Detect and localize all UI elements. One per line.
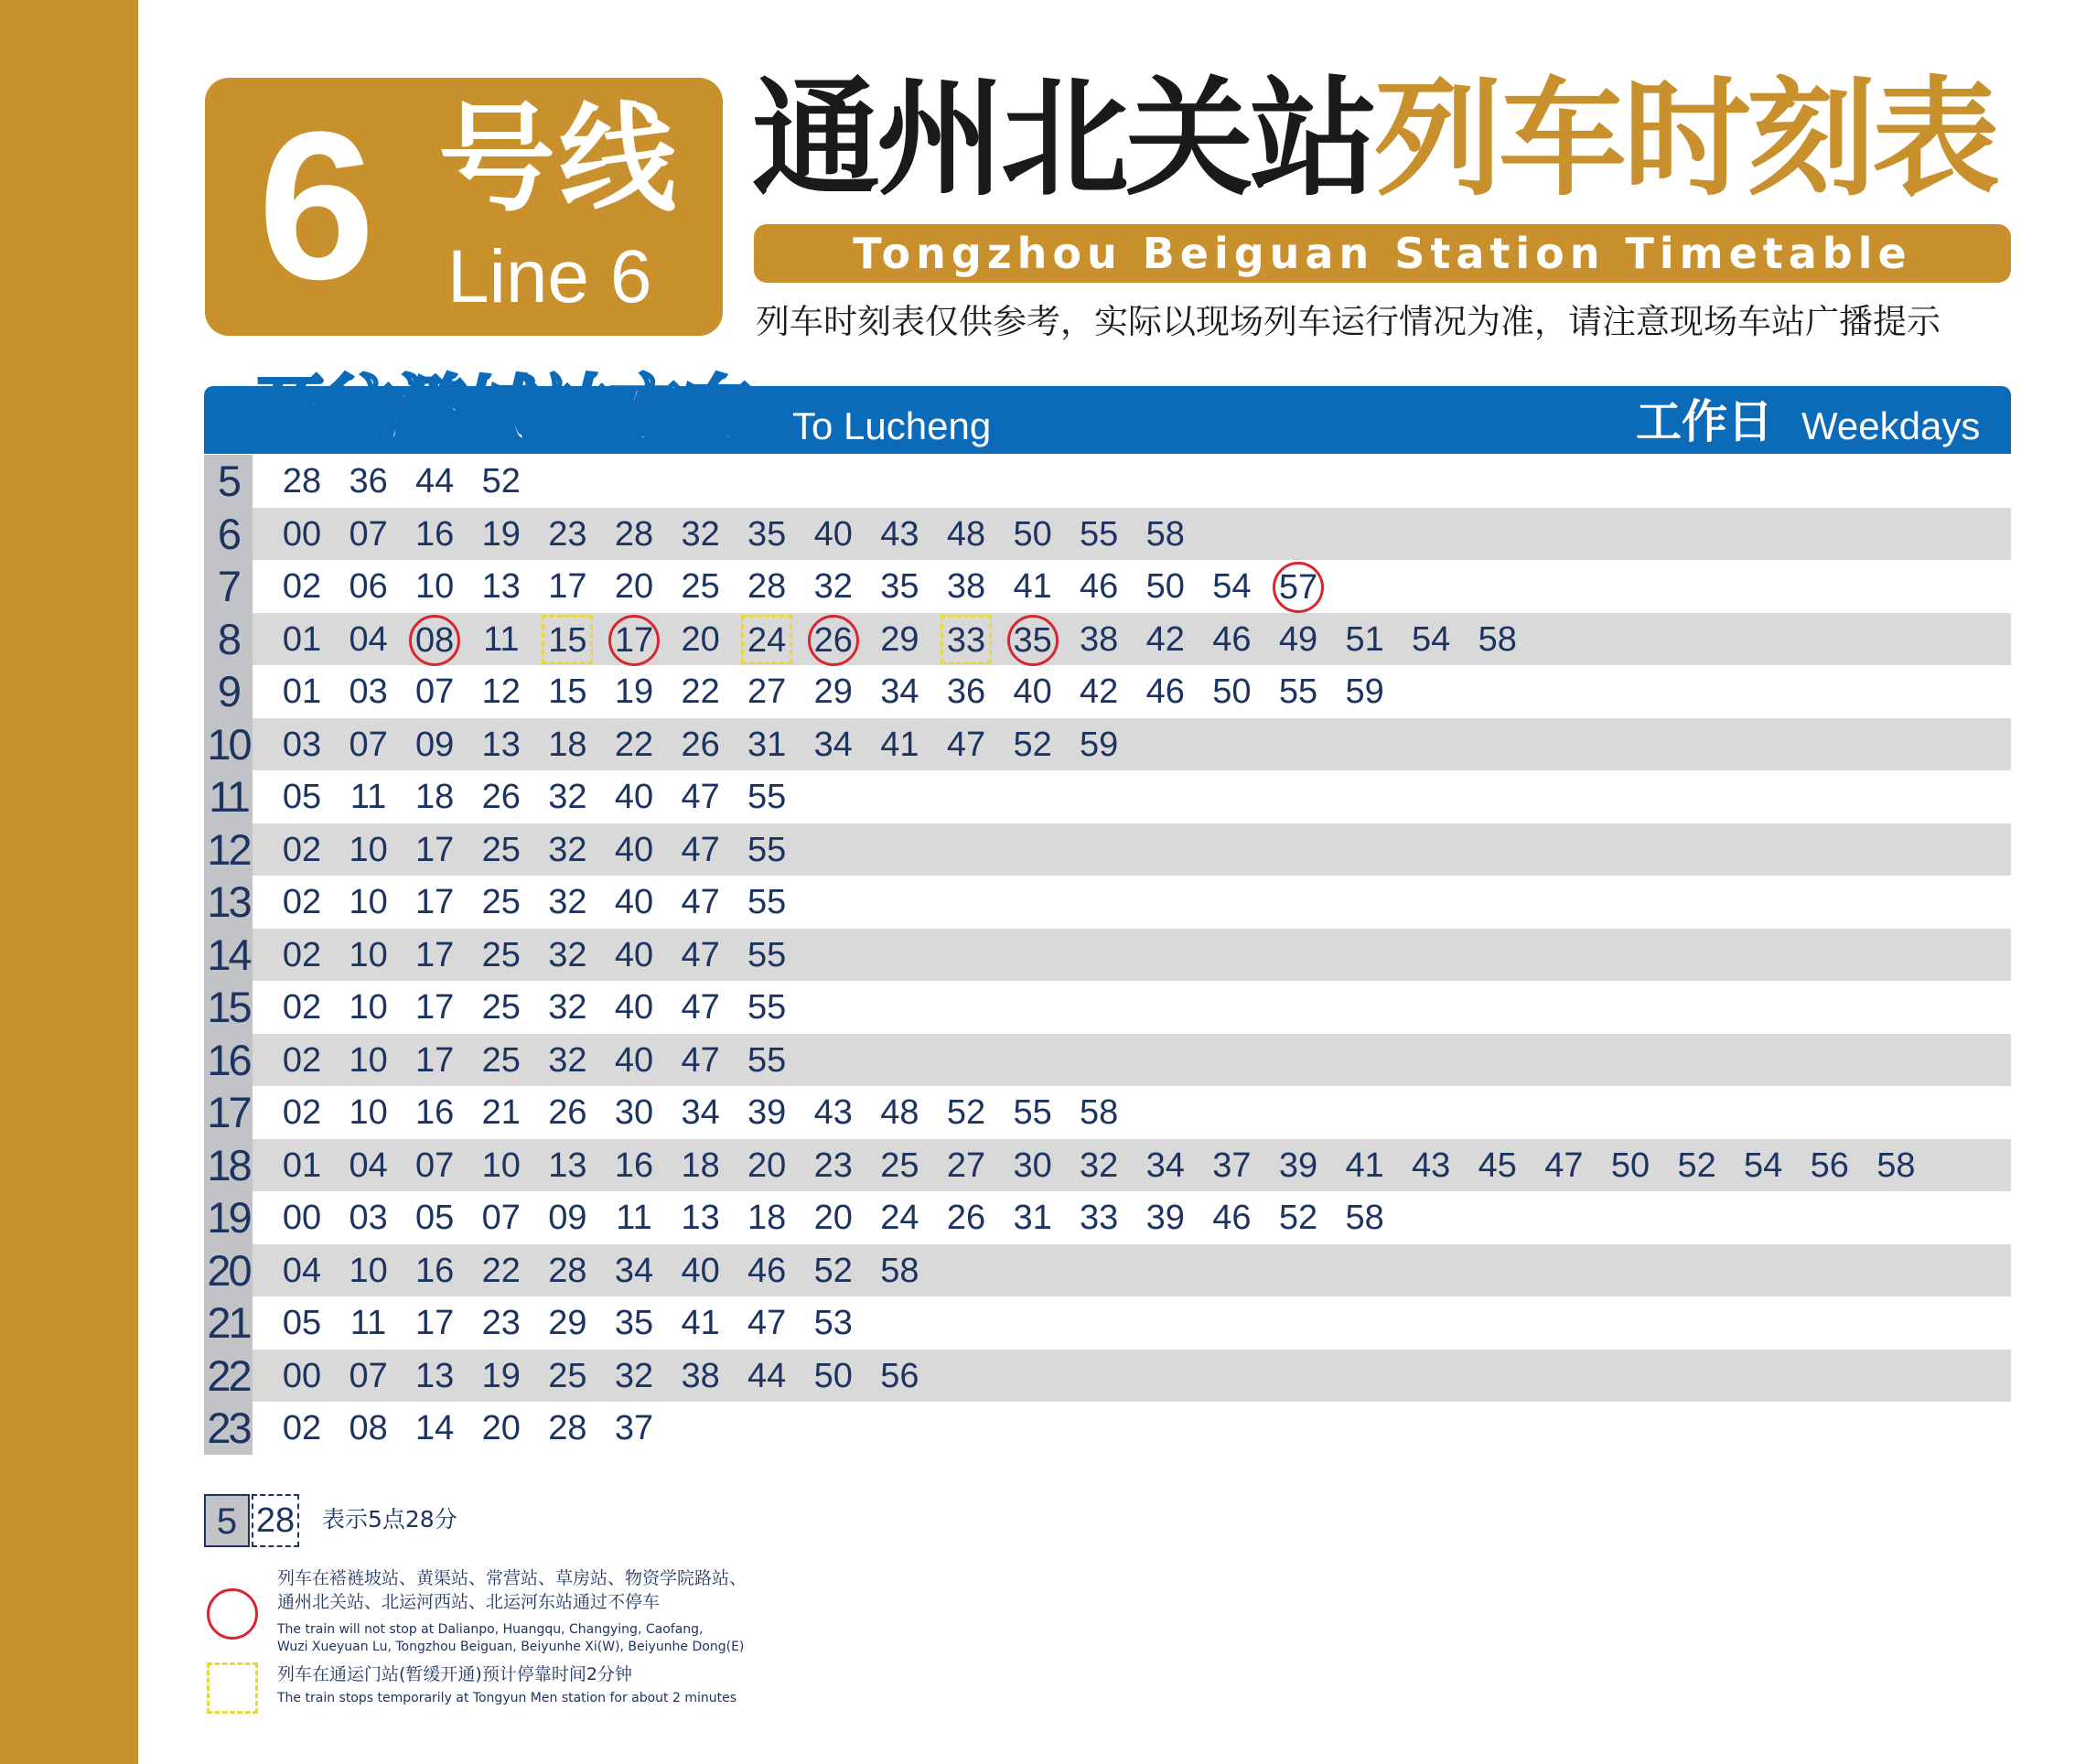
minute-cell: 09 — [548, 1199, 587, 1237]
minute-cell: 32 — [1080, 1146, 1119, 1185]
minute-cell: 27 — [946, 1146, 986, 1185]
minute-cell: 37 — [1212, 1146, 1252, 1185]
minute-cell: 22 — [481, 1251, 521, 1290]
minute-cell: 49 — [1278, 619, 1318, 659]
minute-cell: 38 — [681, 1356, 720, 1395]
hour-cell: 7 — [204, 560, 253, 613]
minute-cell: 52 — [1013, 725, 1052, 764]
minute-cell: 46 — [1212, 1199, 1252, 1237]
minute-cell: 02 — [282, 567, 322, 606]
minute-cell: 23 — [813, 1146, 853, 1185]
minute-cell: 32 — [548, 778, 587, 816]
minute-cell: 28 — [282, 462, 322, 500]
minute-cell: 29 — [813, 672, 853, 711]
minute-cell: 39 — [747, 1093, 787, 1132]
timetable-row — [204, 508, 2011, 561]
minute-cell: 40 — [614, 935, 654, 974]
minute-cell: 03 — [349, 672, 388, 711]
minute-cell: 40 — [681, 1251, 720, 1290]
minute-cell: 18 — [415, 778, 455, 816]
minute-cell: 17 — [415, 883, 455, 921]
legend-example-text: 表示5点28分 — [322, 1506, 457, 1533]
timetable-row — [204, 455, 2011, 508]
legend-stop-cn: 列车在通运门站(暂缓开通)预计停靠时间2分钟 — [277, 1664, 632, 1684]
minute-cell: 23 — [481, 1304, 521, 1342]
minute-cell: 46 — [1145, 672, 1185, 711]
legend-skip — [277, 1566, 747, 1656]
timetable-row — [204, 929, 2011, 982]
minute-cell: 25 — [481, 988, 521, 1027]
minute-cell: 44 — [747, 1356, 787, 1395]
minute-cell: 13 — [548, 1146, 587, 1185]
minute-cell: 30 — [1013, 1146, 1052, 1185]
minute-cell: 44 — [415, 462, 455, 500]
minute-cell: 26 — [681, 725, 720, 764]
minute-cell: 10 — [349, 1093, 388, 1132]
minute-cell: 57 — [1273, 562, 1324, 613]
minute-cell: 02 — [282, 1040, 322, 1080]
minute-cell: 31 — [747, 725, 787, 764]
timetable — [204, 455, 2011, 1455]
hour-cell: 16 — [204, 1034, 253, 1087]
minute-cell: 55 — [1080, 514, 1119, 554]
minute-cell: 13 — [681, 1199, 720, 1237]
minute-cell: 40 — [614, 830, 654, 869]
minute-cell: 34 — [813, 725, 853, 764]
hour-cell: 10 — [204, 718, 253, 771]
minute-cell: 41 — [681, 1304, 720, 1342]
minute-cell: 46 — [1080, 567, 1119, 606]
minute-cell: 34 — [681, 1093, 720, 1132]
timetable-row — [204, 718, 2011, 771]
timetable-row — [204, 665, 2011, 718]
minute-cell: 50 — [1145, 567, 1185, 606]
stop-marker-icon — [207, 1662, 258, 1714]
hour-cell: 22 — [204, 1350, 253, 1403]
minute-cell: 10 — [349, 1040, 388, 1080]
left-accent-bar — [0, 0, 138, 1764]
minute-cell: 33 — [1080, 1199, 1119, 1237]
minute-cell: 34 — [614, 1251, 654, 1290]
minute-cell: 08 — [349, 1409, 388, 1447]
minute-cell: 51 — [1345, 619, 1384, 659]
hour-cell: 12 — [204, 823, 253, 877]
minute-cell: 47 — [681, 830, 720, 869]
minute-cell: 14 — [415, 1409, 455, 1447]
minute-cell: 02 — [282, 883, 322, 921]
minute-cell: 18 — [681, 1146, 720, 1185]
minute-cell: 11 — [483, 619, 520, 659]
minute-cell: 58 — [1080, 1093, 1119, 1132]
minute-cell: 25 — [481, 830, 521, 869]
minute-cell: 32 — [681, 514, 720, 554]
minute-cell: 40 — [614, 778, 654, 816]
minute-cell: 19 — [614, 672, 654, 711]
timetable-row — [204, 1244, 2011, 1297]
minute-cell: 10 — [349, 1251, 388, 1290]
minute-cell: 32 — [548, 988, 587, 1027]
minute-cell: 41 — [1345, 1146, 1384, 1185]
minute-cell: 10 — [349, 830, 388, 869]
minute-cell: 07 — [349, 725, 388, 764]
minute-cell: 15 — [548, 672, 587, 711]
minute-cell: 25 — [880, 1146, 919, 1185]
minute-cell: 47 — [681, 883, 720, 921]
minute-cell: 56 — [880, 1356, 919, 1395]
minute-cell: 03 — [349, 1199, 388, 1237]
minute-cell: 41 — [1013, 567, 1052, 606]
minute-cell: 55 — [747, 1040, 787, 1080]
timetable-row — [204, 1034, 2011, 1087]
hour-cell: 13 — [204, 876, 253, 929]
minute-cell: 25 — [681, 567, 720, 606]
minute-cell: 47 — [681, 988, 720, 1027]
minute-cell: 09 — [415, 725, 455, 764]
minute-cell: 35 — [880, 567, 919, 606]
legend-example — [204, 1494, 299, 1547]
minute-cell: 10 — [415, 567, 455, 606]
timetable-row — [204, 560, 2011, 613]
minute-cell: 47 — [681, 1040, 720, 1080]
minute-cell: 28 — [614, 514, 654, 554]
minute-cell: 04 — [349, 1146, 388, 1185]
minute-cell: 47 — [747, 1304, 787, 1342]
minute-cell: 39 — [1145, 1199, 1185, 1237]
minute-cell: 59 — [1080, 725, 1119, 764]
minute-cell: 17 — [415, 988, 455, 1027]
timetable-row — [204, 770, 2011, 823]
hour-cell: 18 — [204, 1139, 253, 1192]
line-badge — [205, 78, 723, 336]
minute-cell: 15 — [542, 615, 593, 664]
minute-cell: 48 — [946, 514, 986, 554]
minute-cell: 46 — [1212, 619, 1252, 659]
minute-cell: 03 — [282, 725, 322, 764]
minute-cell: 01 — [282, 672, 322, 711]
timetable-row — [204, 613, 2011, 666]
hour-cell: 20 — [204, 1244, 253, 1297]
minute-cell: 17 — [415, 1304, 455, 1342]
minute-cell: 50 — [1610, 1146, 1650, 1185]
direction-bar — [204, 367, 2011, 454]
minute-cell: 32 — [614, 1356, 654, 1395]
minute-cell: 52 — [1278, 1199, 1318, 1237]
direction-cn: 开往潞城站方向 — [241, 367, 740, 452]
minute-cell: 30 — [614, 1093, 654, 1132]
minute-cell: 50 — [813, 1356, 853, 1395]
minute-cell: 58 — [880, 1251, 919, 1290]
minute-cell: 07 — [481, 1199, 521, 1237]
minute-cell: 27 — [747, 672, 787, 711]
minute-cell: 40 — [614, 988, 654, 1027]
minute-cell: 05 — [415, 1199, 455, 1237]
minute-cell: 10 — [349, 883, 388, 921]
minute-cell: 52 — [1677, 1146, 1716, 1185]
legend-skip-cn-2: 通州北关站、北运河西站、北运河东站通过不停车 — [277, 1592, 661, 1612]
minute-cell: 33 — [941, 615, 992, 664]
minute-cell: 34 — [880, 672, 919, 711]
minute-cell: 32 — [548, 883, 587, 921]
minute-cell: 04 — [349, 619, 388, 659]
minute-cell: 40 — [614, 1040, 654, 1080]
minute-cell: 00 — [282, 514, 322, 554]
minute-cell: 54 — [1744, 1146, 1783, 1185]
minute-cell: 55 — [747, 988, 787, 1027]
minute-cell: 17 — [415, 830, 455, 869]
minute-cell: 41 — [880, 725, 919, 764]
line-label-cn: 号线 — [438, 91, 681, 228]
minute-cell: 20 — [481, 1409, 521, 1447]
minute-cell: 43 — [880, 514, 919, 554]
legend-stop — [277, 1662, 736, 1707]
minute-cell: 13 — [481, 725, 521, 764]
minute-cell: 16 — [415, 1251, 455, 1290]
direction-en: To Lucheng — [792, 404, 992, 447]
minute-cell: 19 — [481, 1356, 521, 1395]
minute-cell: 52 — [481, 462, 521, 500]
minute-cell: 47 — [946, 725, 986, 764]
title-suffix: 列车时刻表 — [1374, 65, 1997, 214]
timetable-row — [204, 1086, 2011, 1139]
minute-cell: 21 — [481, 1093, 521, 1132]
minute-cell: 52 — [813, 1251, 853, 1290]
minute-cell: 55 — [747, 935, 787, 974]
minute-cell: 38 — [1080, 619, 1119, 659]
minute-cell: 42 — [1145, 619, 1185, 659]
minute-cell: 58 — [1876, 1146, 1916, 1185]
minute-cell: 42 — [1080, 672, 1119, 711]
minute-cell: 47 — [681, 935, 720, 974]
minute-cell: 07 — [415, 672, 455, 711]
minute-cell: 55 — [1278, 672, 1318, 711]
minute-cell: 37 — [614, 1409, 654, 1447]
minute-cell: 06 — [349, 567, 388, 606]
minute-cell: 10 — [349, 988, 388, 1027]
minute-cell: 56 — [1810, 1146, 1849, 1185]
legend-skip-en-2: Wuzi Xueyuan Lu, Tongzhou Beiguan, Beiyunhe Xi(W), Beiyunhe Dong(E) — [277, 1640, 745, 1654]
minute-cell: 55 — [747, 883, 787, 921]
minute-cell: 46 — [747, 1251, 787, 1290]
minute-cell: 24 — [741, 615, 792, 664]
minute-cell: 32 — [548, 830, 587, 869]
day-type-en: Weekdays — [1801, 404, 1981, 447]
minute-cell: 26 — [946, 1199, 986, 1237]
minute-cell: 02 — [282, 1093, 322, 1132]
minute-cell: 25 — [481, 935, 521, 974]
minute-cell: 36 — [349, 462, 388, 500]
minute-cell: 35 — [1007, 615, 1059, 666]
minute-cell: 22 — [681, 672, 720, 711]
minute-cell: 13 — [481, 567, 521, 606]
minute-cell: 29 — [880, 619, 919, 659]
minute-cell: 26 — [481, 778, 521, 816]
subtitle-en: Tongzhou Beiguan Station Timetable — [754, 224, 2011, 283]
minute-cell: 17 — [415, 1040, 455, 1080]
minute-cell: 17 — [608, 615, 660, 666]
minute-cell: 40 — [1013, 672, 1052, 711]
legend-example-minute: 28 — [252, 1494, 299, 1547]
minute-cell: 38 — [946, 567, 986, 606]
minute-cell: 07 — [349, 514, 388, 554]
timetable-row — [204, 823, 2011, 877]
minute-cell: 18 — [747, 1199, 787, 1237]
hour-cell: 21 — [204, 1296, 253, 1350]
minute-cell: 22 — [614, 725, 654, 764]
minute-cell: 16 — [614, 1146, 654, 1185]
minute-cell: 07 — [415, 1146, 455, 1185]
hour-cell: 14 — [204, 929, 253, 982]
hour-cell: 19 — [204, 1191, 253, 1244]
minute-cell: 05 — [282, 1304, 322, 1342]
minute-cell: 25 — [481, 1040, 521, 1080]
minute-cell: 45 — [1478, 1146, 1517, 1185]
minute-cell: 11 — [349, 778, 387, 816]
minute-cell: 28 — [548, 1251, 587, 1290]
minute-cell: 02 — [282, 1409, 322, 1447]
minute-cell: 20 — [813, 1199, 853, 1237]
minute-cell: 40 — [813, 514, 853, 554]
minute-cell: 10 — [481, 1146, 521, 1185]
timetable-row — [204, 1139, 2011, 1192]
minute-cell: 11 — [616, 1199, 652, 1237]
minute-cell: 04 — [282, 1251, 322, 1290]
minute-cell: 05 — [282, 778, 322, 816]
minute-cell: 20 — [747, 1146, 787, 1185]
minute-cell: 20 — [614, 567, 654, 606]
hour-cell: 6 — [204, 508, 253, 561]
timetable-row — [204, 1296, 2011, 1350]
timetable-row — [204, 981, 2011, 1034]
minute-cell: 32 — [548, 1040, 587, 1080]
minute-cell: 12 — [481, 672, 521, 711]
minute-cell: 53 — [813, 1304, 853, 1342]
hour-cell: 11 — [204, 770, 253, 823]
minute-cell: 58 — [1478, 619, 1517, 659]
minute-cell: 25 — [548, 1356, 587, 1395]
minute-cell: 08 — [409, 615, 460, 666]
minute-cell: 20 — [681, 619, 720, 659]
timetable-row — [204, 1350, 2011, 1403]
line-label-en: Line 6 — [447, 235, 652, 318]
hour-cell: 15 — [204, 981, 253, 1034]
minute-cell: 28 — [747, 567, 787, 606]
minute-cell: 55 — [747, 830, 787, 869]
hour-cell: 8 — [204, 613, 253, 666]
minute-cell: 13 — [415, 1356, 455, 1395]
minute-cell: 32 — [813, 567, 853, 606]
station-name: 通州北关站 — [752, 65, 1375, 214]
minute-cell: 43 — [1412, 1146, 1451, 1185]
minute-cell: 35 — [614, 1304, 654, 1342]
minute-cell: 16 — [415, 1093, 455, 1132]
legend-stop-en: The train stops temporarily at Tongyun Men station for about 2 minutes — [277, 1691, 737, 1705]
minute-cell: 58 — [1145, 514, 1185, 554]
minute-cell: 24 — [880, 1199, 919, 1237]
minute-cell: 01 — [282, 1146, 322, 1185]
minute-cell: 17 — [548, 567, 587, 606]
minute-cell: 29 — [548, 1304, 587, 1342]
timetable-row — [204, 876, 2011, 929]
minute-cell: 31 — [1013, 1199, 1052, 1237]
hour-cell: 17 — [204, 1086, 253, 1139]
legend-skip-cn-1: 列车在褡裢坡站、黄渠站、常营站、草房站、物资学院路站、 — [277, 1568, 747, 1588]
minute-cell: 02 — [282, 988, 322, 1027]
legend-skip-en-1: The train will not stop at Dalianpo, Huangqu, Changying, Caofang, — [277, 1622, 704, 1637]
timetable-row — [204, 1402, 2011, 1455]
minute-cell: 39 — [1278, 1146, 1318, 1185]
minute-cell: 00 — [282, 1199, 322, 1237]
hour-cell: 9 — [204, 665, 253, 718]
minute-cell: 25 — [481, 883, 521, 921]
minute-cell: 40 — [614, 883, 654, 921]
minute-cell: 50 — [1212, 672, 1252, 711]
minute-cell: 58 — [1345, 1199, 1384, 1237]
minute-cell: 02 — [282, 830, 322, 869]
minute-cell: 00 — [282, 1356, 322, 1395]
minute-cell: 55 — [1013, 1093, 1052, 1132]
hour-cell: 23 — [204, 1402, 253, 1455]
minute-cell: 55 — [747, 778, 787, 816]
minute-cell: 02 — [282, 935, 322, 974]
minute-cell: 19 — [481, 514, 521, 554]
minute-cell: 07 — [349, 1356, 388, 1395]
minute-cell: 59 — [1345, 672, 1384, 711]
minute-cell: 26 — [548, 1093, 587, 1132]
timetable-row — [204, 1191, 2011, 1244]
minute-cell: 32 — [548, 935, 587, 974]
minute-cell: 17 — [415, 935, 455, 974]
legend-example-hour: 5 — [204, 1494, 250, 1547]
minute-cell: 01 — [282, 619, 322, 659]
page-title — [752, 65, 1997, 214]
minute-cell: 23 — [548, 514, 587, 554]
minute-cell: 47 — [681, 778, 720, 816]
hour-cell: 5 — [204, 455, 253, 508]
day-type-cn: 工作日 — [1636, 395, 1773, 448]
skip-marker-icon — [207, 1588, 258, 1640]
minute-cell: 54 — [1212, 567, 1252, 606]
minute-cell: 26 — [808, 615, 859, 666]
minute-cell: 34 — [1145, 1146, 1185, 1185]
minute-cell: 11 — [349, 1304, 387, 1342]
minute-cell: 35 — [747, 514, 787, 554]
line-number: 6 — [258, 88, 375, 323]
minute-cell: 47 — [1544, 1146, 1584, 1185]
minute-cell: 10 — [349, 935, 388, 974]
minute-cell: 36 — [946, 672, 986, 711]
minute-cell: 54 — [1412, 619, 1451, 659]
notice-text: 列车时刻表仅供参考，实际以现场列车运行情况为准，请注意现场车站广播提示 — [756, 302, 1941, 341]
minute-cell: 28 — [548, 1409, 587, 1447]
minute-cell: 52 — [946, 1093, 986, 1132]
minute-cell: 50 — [1013, 514, 1052, 554]
minute-cell: 48 — [880, 1093, 919, 1132]
minute-cell: 43 — [813, 1093, 853, 1132]
minute-cell: 18 — [548, 725, 587, 764]
minute-cell: 16 — [415, 514, 455, 554]
